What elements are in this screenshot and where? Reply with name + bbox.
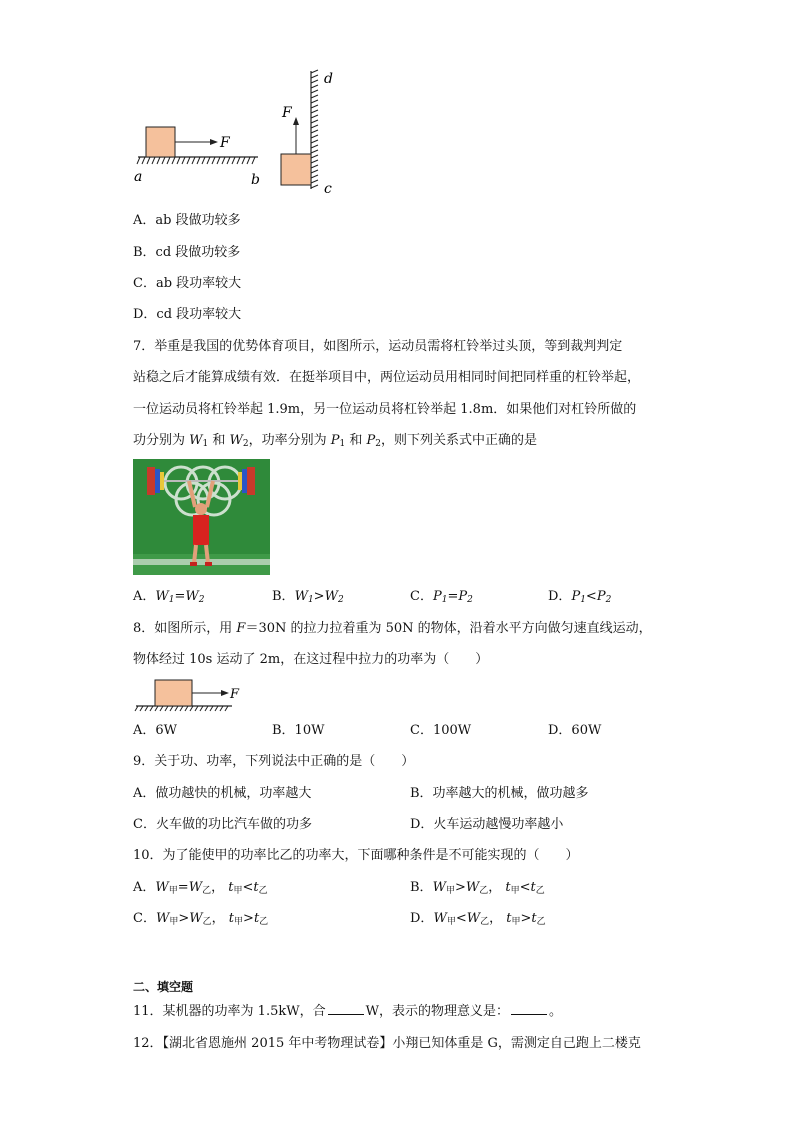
q8-line-2: 物体经过 10s 运动了 2m，在这过程中拉力的功率为（ ）: [133, 652, 489, 667]
q12-line: 12．【湖北省恩施州 2015 年中考物理试卷】小翔已知体重是 G，需测定自己跑上二楼克: [133, 1036, 641, 1051]
arrowhead-vertical: [293, 117, 299, 125]
q8-option-c: C．100W: [410, 723, 472, 738]
q8-option-b: B．10W: [272, 723, 325, 738]
q11-blank-2[interactable]: [511, 1003, 547, 1015]
q10-option-a: A．$W_甲=W_乙$， $t_甲<t_乙$: [133, 880, 268, 896]
q10-option-b: B．$W_甲>W_乙$， $t_甲<t_乙$: [410, 880, 545, 896]
q7-option-d: D．$P_1<P_2$: [548, 589, 612, 605]
q9-stem: 9．关于功、功率，下列说法中正确的是（ ）: [133, 754, 415, 769]
q9-option-d: D．火车运动越慢功率越小: [410, 817, 564, 832]
weightlifter-photo: [133, 459, 270, 575]
q10-option-d: D．$W_甲<W_乙$， $t_甲>t_乙$: [410, 911, 546, 927]
q11-blank-1[interactable]: [328, 1003, 364, 1015]
block-cd: [281, 154, 311, 185]
label-F-horizontal: F: [220, 135, 230, 151]
q9-option-b: B．功率越大的机械，做功越多: [410, 786, 589, 801]
q8-arrowhead: [221, 690, 229, 696]
q11-line: 11．某机器的功率为 1.5kW，合 W，表示的物理意义是： 。: [133, 1004, 562, 1019]
ground-hatch: [137, 157, 255, 164]
block-ab: [146, 127, 175, 157]
q7-option-c: C．$P_1=P_2$: [410, 589, 473, 605]
q9-option-c: C．火车做的功比汽车做的功多: [133, 817, 312, 832]
q10-option-c: C．$W_甲>W_乙$， $t_甲>t_乙$: [133, 911, 269, 927]
q6-figure: [130, 65, 350, 195]
q8-option-a: A．6W: [133, 723, 178, 738]
q6-option-c: C．ab 段功率较大: [133, 276, 242, 291]
label-c: c: [324, 181, 332, 195]
q8-option-d: D．60W: [548, 723, 602, 738]
q7-line-2: 站稳之后才能算成绩有效．在挺举项目中，两位运动员用相同时间把同样重的杠铃举起，: [133, 370, 641, 385]
q9-option-a: A．做功越快的机械，功率越大: [133, 786, 312, 801]
q10-stem: 10．为了能使甲的功率比乙的功率大，下面哪种条件是不可能实现的（ ）: [133, 848, 579, 863]
q6-option-d: D．cd 段功率较大: [133, 307, 242, 322]
q6-option-a: A．ab 段做功较多: [133, 213, 241, 228]
label-F-vertical: F: [282, 105, 292, 121]
q8-line-1: 8．如图所示，用 F＝30N 的拉力拉着重为 50N 的物体，沿着水平方向做匀速直线运动，: [133, 621, 652, 636]
q7-option-b: B．$W_1>W_2$: [272, 589, 344, 605]
section-heading-fill-blank: 二、填空题: [133, 980, 194, 994]
q7-line-4: 功分别为 $W_1$ 和 $W_2$，功率分别为 $P_1$ 和 $P_2$，则下列关系式中正确的是: [133, 433, 538, 449]
label-b: b: [251, 172, 260, 188]
q7-option-a: A．$W_1=W_2$: [133, 589, 205, 605]
arrowhead-horizontal: [210, 139, 218, 145]
q8-block: [155, 680, 192, 706]
q8-label-F: F: [230, 687, 240, 702]
q7-line-3: 一位运动员将杠铃举起 1.9m，另一位运动员将杠铃举起 1.8m．如果他们对杠铃所做的: [133, 402, 637, 417]
q8-figure: [130, 674, 250, 714]
q8-ground-hatch: [135, 706, 228, 711]
wall-hatch: [311, 70, 318, 188]
label-d: d: [324, 71, 333, 87]
q6-option-b: B．cd 段做功较多: [133, 245, 241, 260]
q7-line-1: 7．举重是我国的优势体育项目，如图所示，运动员需将杠铃举过头顶，等到裁判判定: [133, 339, 623, 354]
label-a: a: [134, 169, 143, 185]
